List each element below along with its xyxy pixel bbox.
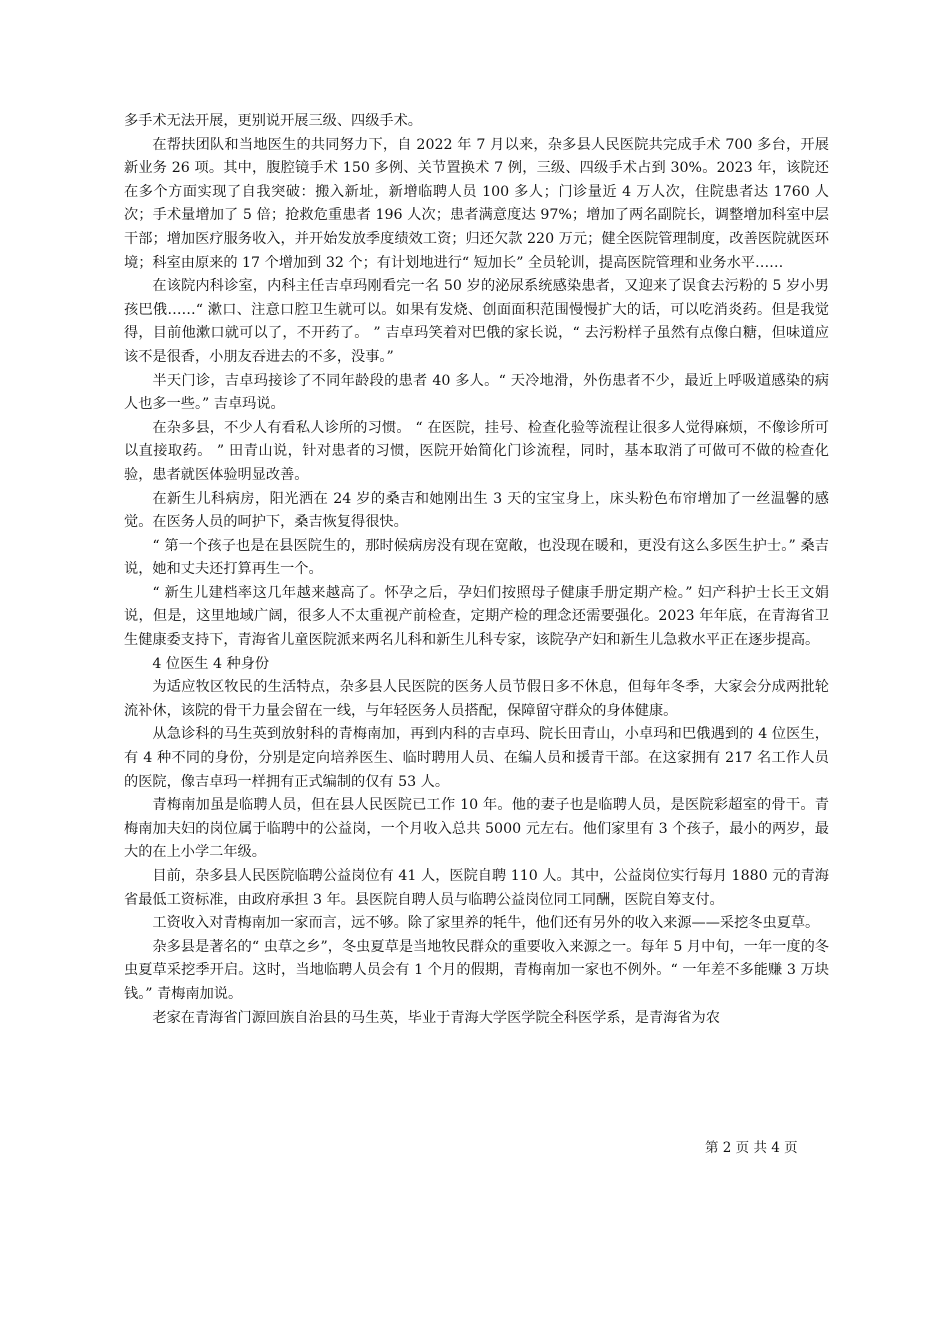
paragraph-8: “ 新生儿建档率这几年越来越高了。怀孕之后，孕妇们按照母子健康手册定期产检。” 妇产科护士长王文娟说，但是，这里地域广阔，很多人不太重视产前检查，定期产检的理念还需要强化。2023 年年底，在青海省卫生健康委支持下，青海省儿童医院派来两名儿科和新生儿科专家，该院孕产妇和新生儿急救水平正在逐步提高。 — [124, 584, 829, 649]
paragraph-2: 在帮扶团队和当地医生的共同努力下，自 2022 年 7 月以来，杂多县人民医院共完成手术 700 多台，开展新业务 26 项。其中，腹腔镜手术 150 多例、关节置换术 7 例，三级、四级手术占到 30%。2023 年，该院还在多个方面实现了自我突破：搬入新址，新增临聘人员 100 多人；门诊量近 4 万人次，住院患者达 1760 人次；手术量增加了 5 倍；抢救危重患者 196 人次；患者满意度达 97%；增加了两名副院长，调整增加科室中层干部；增加医疗服务收入，并开始发放季度绩效工资；归还欠款 220 万元；健全医院管理制度，改善医院就医环境；科室由原来的 17 个增加到 32 个；有计划地进行“ 短加长” 全员轮训，提高医院管理和业务水平…… — [124, 136, 829, 271]
paragraph-11: 从急诊科的马生英到放射科的青梅南加，再到内科的吉卓玛、院长田青山，小卓玛和巴俄遇到的 4 位医生，有 4 种不同的身份，分别是定向培养医生、临时聘用人员、在编人员和援青干部。在这家拥有 217 名工作人员的医院，像吉卓玛一样拥有正式编制的仅有 53 人。 — [124, 726, 829, 790]
paragraph-3: 在该院内科诊室，内科主任吉卓玛刚看完一名 50 岁的泌尿系统感染患者，又迎来了误食去污粉的 5 岁小男孩巴俄……“ 漱口、注意口腔卫生就可以。如果有发烧、创面面积范围慢慢扩大的话，可以吃消炎药。但是我觉得，目前他漱口就可以了，不开药了。 ” 吉卓玛笑着对巴俄的家长说，“ 去污粉样子虽然有点像白糖，但味道应该不是很香，小朋友吞进去的不多，没事。” — [124, 278, 829, 365]
paragraph-5: 在杂多县，不少人有看私人诊所的习惯。 “ 在医院，挂号、检查化验等流程让很多人觉得麻烦，不像诊所可以直接取药。 ” 田青山说，针对患者的习惯，医院开始简化门诊流程，同时，基本取消了可做可不做的检查化验，患者就医体验明显改善。 — [124, 419, 829, 483]
paragraph-14: 工资收入对青梅南加一家而言，远不够。除了家里养的牦牛，他们还有另外的收入来源——采挖冬虫夏草。 — [152, 915, 820, 932]
paragraph-16: 老家在青海省门源回族自治县的马生英，毕业于青海大学医学院全科医学系，是青海省为农 — [152, 1009, 720, 1026]
paragraph-7: “ 第一个孩子也是在县医院生的，那时候病房没有现在宽敞，也没现在暖和，更没有这么多医生护士。” 桑吉说，她和丈夫还打算再生一个。 — [124, 537, 829, 578]
article-body — [124, 110, 829, 1030]
paragraph-15: 杂多县是著名的“ 虫草之乡”，冬虫夏草是当地牧民群众的重要收入来源之一。每年 5 月中旬，一年一度的冬虫夏草采挖季开启。这时，当地临聘人员会有 1 个月的假期，青梅南加一家也不例外。“ 一年差不多能赚 3 万块钱。” 青梅南加说。 — [124, 938, 829, 1002]
paragraph-10: 为适应牧区牧民的生活特点，杂多县人民医院的医务人员节假日多不休息，但每年冬季，大家会分成两批轮流补休，该院的骨干力量会留在一线，与年轻医务人员搭配，保障留守群众的身体健康。 — [124, 679, 829, 719]
paragraph-13: 目前，杂多县人民医院临聘公益岗位有 41 人，医院自聘 110 人。其中，公益岗位实行每月 1880 元的青海省最低工资标准，由政府承担 3 年。县医院自聘人员与临聘公益岗位同工同酬，医院自筹支付。 — [124, 868, 829, 908]
page-number-footer: 第 2 页 共 4 页 — [705, 1140, 798, 1156]
paragraph-6: 在新生儿科病房，阳光洒在 24 岁的桑吉和她刚出生 3 天的宝宝身上，床头粉色布帘增加了一丝温馨的感觉。在医务人员的呵护下，桑吉恢复得很快。 — [124, 490, 829, 531]
paragraph-4: 半天门诊，吉卓玛接诊了不同年龄段的患者 40 多人。“ 天冷地滑，外伤患者不少，最近上呼吸道感染的病人也多一些。” 吉卓玛说。 — [124, 372, 829, 413]
paragraph-12: 青梅南加虽是临聘人员，但在县人民医院已工作 10 年。他的妻子也是临聘人员，是医院彩超室的骨干。青梅南加夫妇的岗位属于临聘中的公益岗，一个月收入总共 5000 元左右。他们家里有 3 个孩子，最小的两岁，最大的在上小学二年级。 — [124, 797, 829, 861]
section-heading: 4 位医生 4 种身份 — [152, 655, 270, 672]
paragraph-1: 多手术无法开展，更别说开展三级、四级手术。 — [124, 113, 422, 129]
